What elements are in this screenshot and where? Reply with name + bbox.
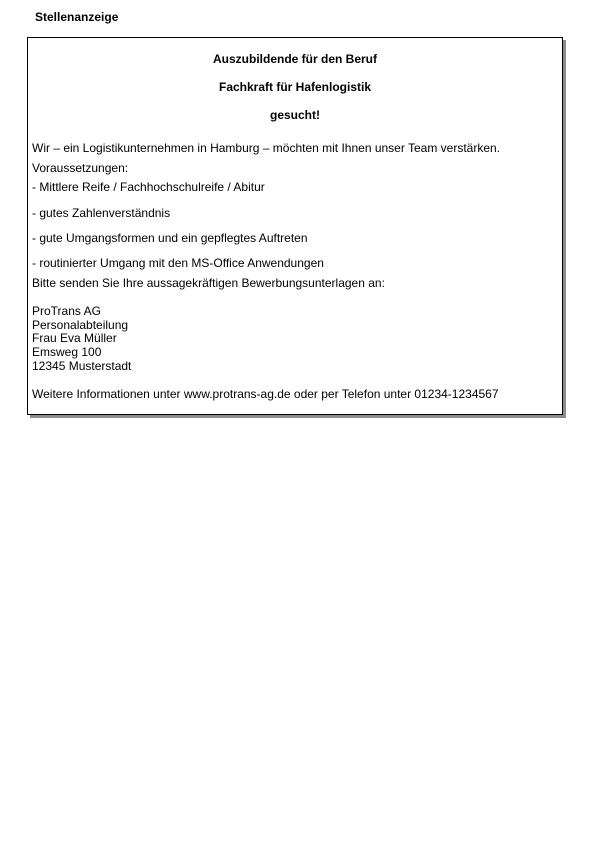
ad-title-line-1: Auszubildende für den Beruf bbox=[212, 52, 377, 66]
ad-intro: Wir – ein Logistikunternehmen in Hamburg – möchten mit Ihnen unser Team verstärken. bbox=[32, 141, 501, 155]
page-title: Stellenanzeige bbox=[35, 10, 119, 24]
address-line: 12345 Musterstadt bbox=[32, 359, 132, 373]
ad-title-line-2: Fachkraft für Hafenlogistik bbox=[218, 80, 372, 94]
requirement-item: - Mittlere Reife / Fachhochschulreife / Abitur bbox=[32, 180, 265, 194]
address-line: Frau Eva Müller bbox=[32, 331, 117, 345]
requirements-label: Voraussetzungen: bbox=[32, 161, 129, 175]
application-prompt: Bitte senden Sie Ihre aussagekräftigen Bewerbungsunterlagen an: bbox=[32, 276, 385, 290]
contact-info: Weitere Informationen unter www.protrans-ag.de oder per Telefon unter 01234-1234567 bbox=[32, 387, 499, 401]
address-line: Emsweg 100 bbox=[32, 345, 102, 359]
job-ad-box bbox=[27, 37, 563, 415]
address-line: ProTrans AG bbox=[32, 304, 101, 318]
address-line: Personalabteilung bbox=[32, 318, 129, 332]
ad-title-line-3: gesucht! bbox=[269, 108, 320, 122]
requirement-item: - routinierter Umgang mit den MS-Office Anwendungen bbox=[32, 256, 324, 270]
requirement-item: - gute Umgangsformen und ein gepflegtes Auftreten bbox=[32, 231, 308, 245]
requirement-item: - gutes Zahlenverständnis bbox=[32, 206, 171, 220]
